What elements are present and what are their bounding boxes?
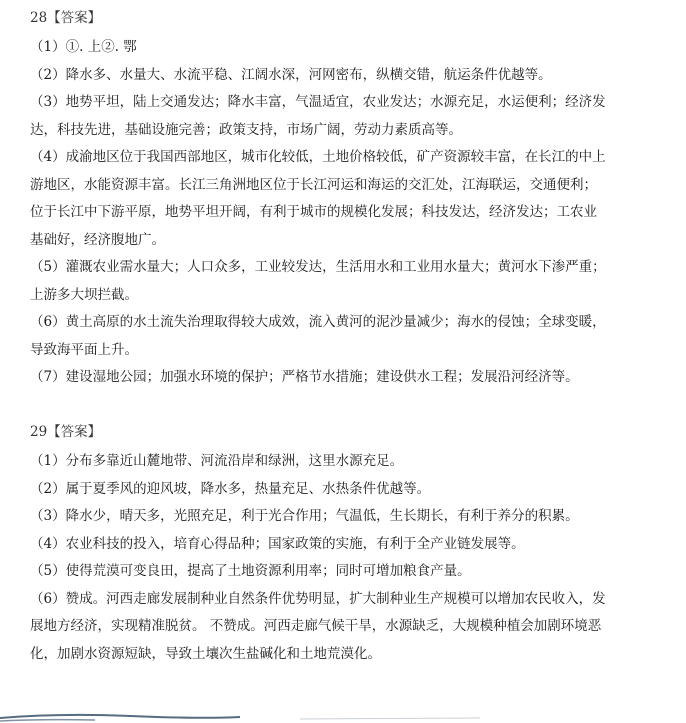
answer-item-6 (30, 309, 662, 364)
answer-item-3 (30, 503, 662, 531)
answer-line: （5）灌溉农业需水量大；人口众多，工业较发达，生活用水和工业用水量大；黄河水下渗严重； (30, 259, 606, 275)
answer-line: （5）使得荒漠可变良田，提高了土地资源利用率；同时可增加粮食产量。 (30, 563, 471, 579)
answer-line: 化，加剧水资源短缺，导致土壤次生盐碱化和土地荒漠化。 (30, 645, 381, 662)
answer-item-3 (30, 89, 662, 144)
answer-line: （3）地势平坦，陆上交通发达；降水丰富，气温适宜，农业发达；水源充足，水运便利；经济发 (30, 94, 606, 110)
answer-line: （4）农业科技的投入，培育心得品种；国家政策的实施，有利于全产业链发展等。 (30, 535, 525, 552)
answer-item-2 (30, 62, 662, 90)
section-heading: 29【答案】 (30, 424, 102, 440)
answer-line: （6）黄土高原的水土流失治理取得较大成效，流入黄河的泥沙量减少；海水的侵蚀；全球变暖， (30, 314, 606, 330)
answer-item-7 (30, 364, 662, 392)
answer-line: 位于长江中下游平原，地势平坦开阔，有利于城市的规模化发展；科技发达，经济发达；工农业 (30, 204, 597, 220)
answer-item-4 (30, 144, 662, 254)
answer-line: （2）降水多、水量大、水流平稳、江阔水深，河网密布，纵横交错，航运条件优越等。 (30, 66, 552, 83)
answer-item-4 (30, 531, 662, 559)
answer-item-1 (30, 34, 662, 62)
section-heading: 28【答案】 (30, 10, 102, 26)
answer-line: 基础好，经济腹地广。 (30, 231, 165, 248)
answer-section-28 (30, 6, 662, 392)
choice-a: ①. 上 (65, 39, 102, 55)
answer-line: 游地区，水能资源丰富。长江三角洲地区位于长江河运和海运的交汇处，江海联运，交通便利； (30, 176, 597, 193)
answer-line: （1）分布多靠近山麓地带、河流沿岸和绿洲，这里水源充足。 (30, 453, 404, 469)
scan-edge-marks (0, 709, 686, 723)
answer-item-1 (30, 448, 662, 476)
answer-line: （6）赞成。河西走廊发展制种业自然条件优势明显，扩大制种业生产规模可以增加农民收入，发 (30, 590, 606, 607)
answer-item-5 (30, 558, 662, 586)
answer-line: 达，科技先进，基础设施完善；政策支持，市场广阔，劳动力素质高等。 (30, 121, 462, 138)
choice-b: ②. 鄂 (101, 39, 137, 55)
answer-line: （4）成渝地区位于我国西部地区，城市化较低，土地价格较低，矿产资源较丰富，在长江的中上 (30, 149, 606, 165)
answer-line: （3）降水少，晴天多，光照充足，利于光合作用；气温低，生长期长，有利于养分的积累。 (30, 508, 579, 524)
answer-item-2 (30, 476, 662, 504)
answer-item-6 (30, 586, 662, 669)
answer-line: 导致海平面上升。 (30, 341, 138, 358)
answer-section-29 (30, 420, 662, 668)
answer-line: （7）建设湿地公园；加强水环境的保护；严格节水措施；建设供水工程；发展沿河经济等。 (30, 369, 579, 385)
answer-line: 上游多大坝拦截。 (30, 286, 138, 303)
answer-line: 展地方经济，实现精准脱贫。 不赞成。河西走廊气候干旱，水源缺乏，大规模种植会加剧环境恶 (30, 618, 602, 634)
answer-line: （2）属于夏季风的迎风坡，降水多，热量充足、水热条件优越等。 (30, 480, 431, 497)
answer-item-5 (30, 254, 662, 309)
item-label: （1） (30, 39, 66, 55)
